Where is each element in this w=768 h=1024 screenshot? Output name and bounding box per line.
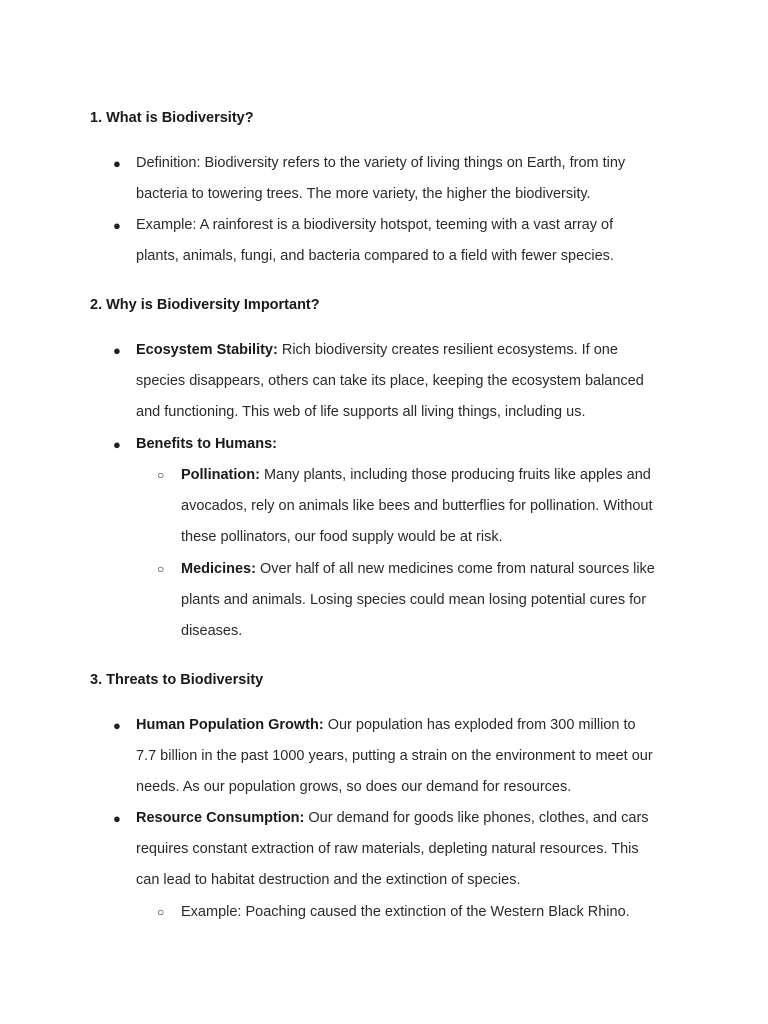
list-item-label: Human Population Growth: [136,717,324,733]
list-item-text: 7.7 billion in the past 1000 years, putting a strain on the environment to meet our [136,748,653,765]
list-item-label: Pollination: [181,467,260,483]
bullet-icon: ● [113,343,121,358]
bullet-icon: ● [113,811,121,826]
list-item-text: species disappears, others can take its place, keeping the ecosystem balanced [136,373,644,390]
list-item-text: Example: A rainforest is a biodiversity hotspot, teeming with a vast array of [136,217,614,233]
bullet-icon: ● [113,718,121,733]
list-item-text: avocados, rely on animals like bees and butterflies for pollination. Without [181,498,653,515]
list-item-label: Medicines: [181,561,256,577]
list-item-text: and functioning. This web of life supports all living things, including us. [136,404,586,421]
list-item-ecosystem-stability [113,335,696,429]
list-item-text: requires constant extraction of raw materials, depleting natural resources. This [136,841,639,858]
hollow-bullet-icon: ○ [157,562,165,576]
list-item-benefits-to-humans [113,429,696,460]
list-item-text: Our demand for goods like phones, clothes, and cars [304,810,649,826]
list-item-label: Benefits to Humans: [136,436,277,452]
list-item-population-growth [113,710,696,804]
list-item-text: can lead to habitat destruction and the extinction of species. [136,872,521,889]
list-item-label: Ecosystem Stability: [136,342,278,358]
list-item-text: Definition: Biodiversity refers to the variety of living things on Earth, from tiny [136,155,626,171]
list-item-definition [113,148,696,210]
sublist-item-pollination [157,460,701,554]
list-item-text: plants and animals. Losing species could mean losing potential cures for [181,592,647,609]
hollow-bullet-icon: ○ [157,468,165,482]
bullet-icon: ● [113,156,121,171]
list-item-text: Example: Poaching caused the extinction of the Western Black Rhino. [181,904,630,920]
list-item-label: Resource Consumption: [136,810,305,826]
bullet-icon: ● [113,218,121,233]
list-item-text: bacteria to towering trees. The more variety, the higher the biodiversity. [136,186,591,203]
section-heading-threats: 3. Threats to Biodiversity [90,672,264,688]
section-heading-biodiversity: 1. What is Biodiversity? [90,110,254,126]
list-item-text: Rich biodiversity creates resilient ecosystems. If one [277,342,618,358]
sublist-item-medicines [157,554,701,648]
list-item-text: Our population has exploded from 300 million to [323,717,636,733]
bullet-icon: ● [113,437,121,452]
hollow-bullet-icon: ○ [157,905,165,919]
list-item-text: plants, animals, fungi, and bacteria compared to a field with fewer species. [136,248,614,265]
sublist-item-poaching-example [157,897,701,928]
list-item-example [113,210,696,272]
list-item-text: Many plants, including those producing fruits like apples and [259,467,651,483]
section-heading-importance: 2. Why is Biodiversity Important? [90,297,320,313]
list-item-text: Over half of all new medicines come from natural sources like [255,561,655,577]
list-item-text: diseases. [181,623,243,640]
list-item-text: these pollinators, our food supply would be at risk. [181,529,503,546]
list-item-resource-consumption [113,803,696,897]
list-item-text: needs. As our population grows, so does our demand for resources. [136,779,572,796]
